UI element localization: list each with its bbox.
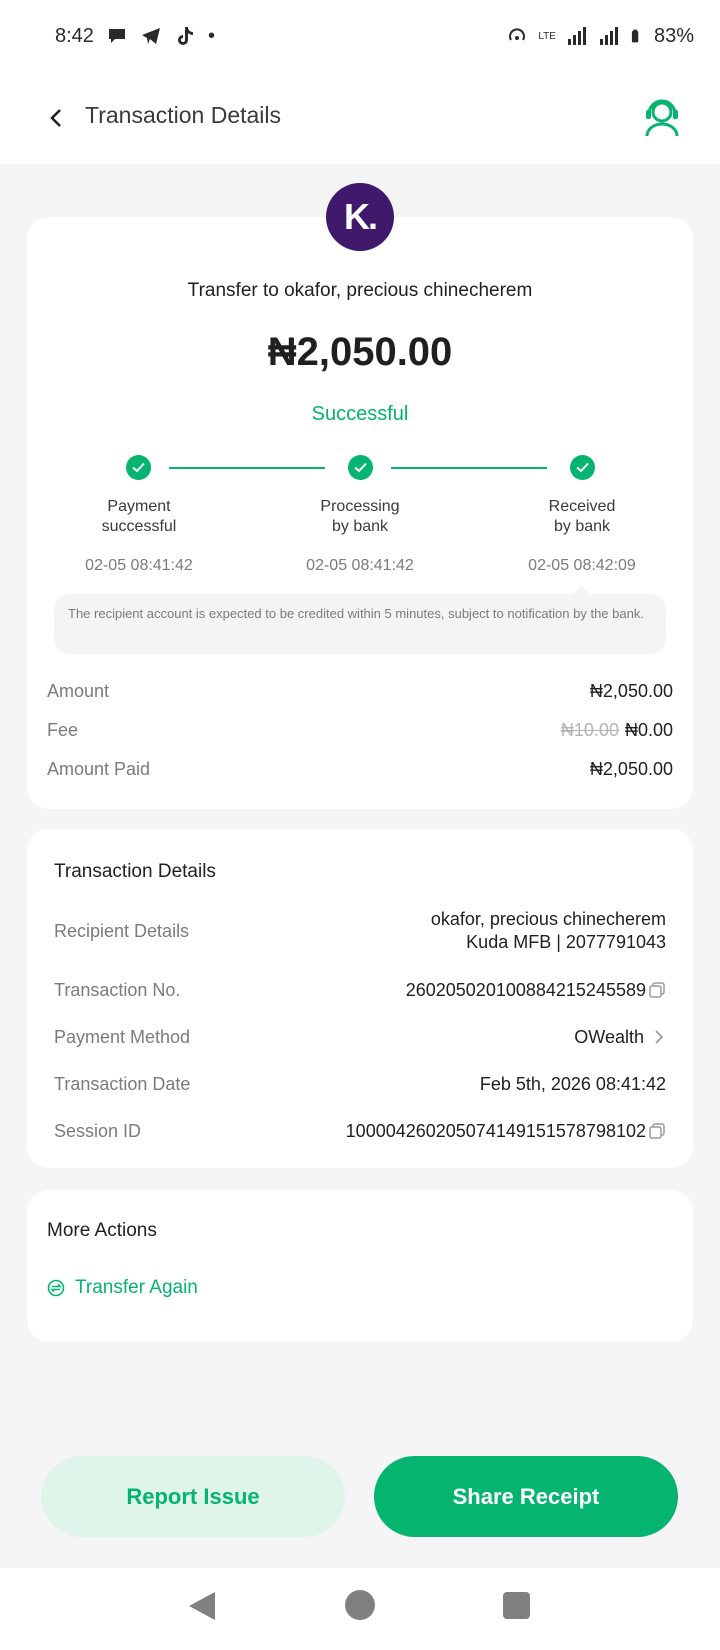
recipient-bank: Kuda MFB | 2077791043 <box>466 932 666 952</box>
chevron-right-icon <box>652 1029 666 1045</box>
payment-method-group <box>574 1026 666 1049</box>
status-right <box>506 25 694 48</box>
system-nav-bar <box>0 1568 720 1650</box>
fee-original: ₦10.00 <box>560 720 619 740</box>
step-label-2 <box>275 497 445 537</box>
telegram-icon <box>140 25 162 47</box>
status-time: 8:42 <box>55 24 94 47</box>
fee-label: Fee <box>47 720 79 740</box>
tiktok-icon <box>174 25 196 47</box>
step-check-1 <box>126 455 151 480</box>
transaction-date-value: Feb 5th, 2026 08:41:42 <box>479 1073 666 1094</box>
transaction-number-row <box>54 977 666 1003</box>
transaction-status: Successful <box>311 403 409 425</box>
fee-value: ₦0.00 <box>624 720 673 740</box>
step-label-2-line2: by bank <box>331 518 389 535</box>
transfer-title: Transfer to okafor, precious chinecherem <box>187 280 533 301</box>
session-id-label: Session ID <box>54 1120 142 1141</box>
status-dot: • <box>207 24 215 47</box>
nav-back-icon[interactable] <box>187 1590 217 1622</box>
check-icon <box>354 462 367 473</box>
transfer-amount: ₦2,050.00 <box>267 330 453 374</box>
session-id-row <box>54 1118 666 1144</box>
step-label-1 <box>54 497 224 537</box>
headset-support-icon <box>642 96 682 138</box>
details-section-title: Transaction Details <box>54 861 216 882</box>
recipient-label: Recipient Details <box>54 920 190 941</box>
app-header <box>0 72 720 164</box>
battery-icon <box>630 25 644 47</box>
signal-icon-2 <box>598 25 620 47</box>
step-label-2-line1: Processing <box>320 498 400 515</box>
transfer-again-link[interactable] <box>47 1277 198 1299</box>
nav-home-icon[interactable] <box>345 1590 375 1620</box>
transaction-date-label: Transaction Date <box>54 1073 191 1094</box>
payment-method-value: OWealth <box>574 1026 644 1047</box>
check-icon <box>576 462 589 473</box>
payment-method-label: Payment Method <box>54 1026 191 1047</box>
share-receipt-button[interactable]: Share Receipt <box>374 1456 678 1537</box>
transfer-again-label: Transfer Again <box>75 1277 198 1298</box>
progress-line-1 <box>169 467 325 469</box>
amount-paid-value: ₦2,050.00 <box>589 759 673 779</box>
recipient-values <box>431 908 666 954</box>
amount-value: ₦2,050.00 <box>589 681 673 701</box>
report-issue-button[interactable]: Report Issue <box>41 1456 345 1537</box>
recipient-row <box>54 907 666 955</box>
more-actions-title: More Actions <box>47 1220 157 1241</box>
amount-row <box>47 681 673 702</box>
back-arrow-icon <box>48 108 64 128</box>
transaction-date-row <box>54 1071 666 1097</box>
hotspot-icon <box>506 25 528 47</box>
transaction-summary-card <box>27 217 693 809</box>
payment-method-row[interactable] <box>54 1024 666 1050</box>
bank-logo: K. <box>326 183 394 251</box>
page-title: Transaction Details <box>85 102 282 128</box>
transaction-details-card <box>27 829 693 1168</box>
transaction-number-label: Transaction No. <box>54 979 181 1000</box>
status-left <box>55 25 215 48</box>
signal-icon <box>566 25 588 47</box>
check-icon <box>132 462 145 473</box>
step-check-2 <box>348 455 373 480</box>
step-label-1-line1: Payment <box>107 498 171 515</box>
more-actions-card <box>27 1190 693 1342</box>
customer-support-button[interactable] <box>642 96 682 138</box>
fee-values <box>561 720 673 741</box>
progress-line-2 <box>391 467 547 469</box>
amount-paid-row <box>47 759 673 780</box>
transfer-again-icon <box>47 1279 65 1297</box>
step-check-3 <box>570 455 595 480</box>
nav-recent-icon[interactable] <box>503 1592 530 1619</box>
session-id-group <box>346 1120 666 1143</box>
amount-label: Amount <box>47 681 110 701</box>
session-id-value: 100004260205074149151578798102 <box>345 1120 646 1141</box>
recipient-name: okafor, precious chinecherem <box>430 909 666 929</box>
status-bar <box>0 0 720 72</box>
transaction-number-group <box>406 979 666 1002</box>
credit-notice: The recipient account is expected to be credited within 5 minutes, subject to notification by the bank. <box>54 594 666 654</box>
copy-icon[interactable] <box>648 981 666 999</box>
fee-row <box>47 720 673 741</box>
network-label: LTE <box>538 30 556 42</box>
chat-bubble-icon <box>106 25 128 47</box>
amount-paid-label: Amount Paid <box>47 759 151 779</box>
step-time-2: 02-05 08:41:42 <box>306 557 414 574</box>
step-label-1-line2: successful <box>101 518 177 535</box>
step-label-3-line1: Received <box>548 498 616 515</box>
step-time-1: 02-05 08:41:42 <box>85 557 193 574</box>
step-label-3-line2: by bank <box>553 518 611 535</box>
copy-icon[interactable] <box>648 1122 666 1140</box>
battery-level: 83% <box>653 24 694 47</box>
transaction-number-value: 260205020100884215245589 <box>405 979 646 1000</box>
step-label-3 <box>497 497 667 537</box>
step-time-3: 02-05 08:42:09 <box>528 557 636 574</box>
back-button[interactable] <box>36 98 76 138</box>
